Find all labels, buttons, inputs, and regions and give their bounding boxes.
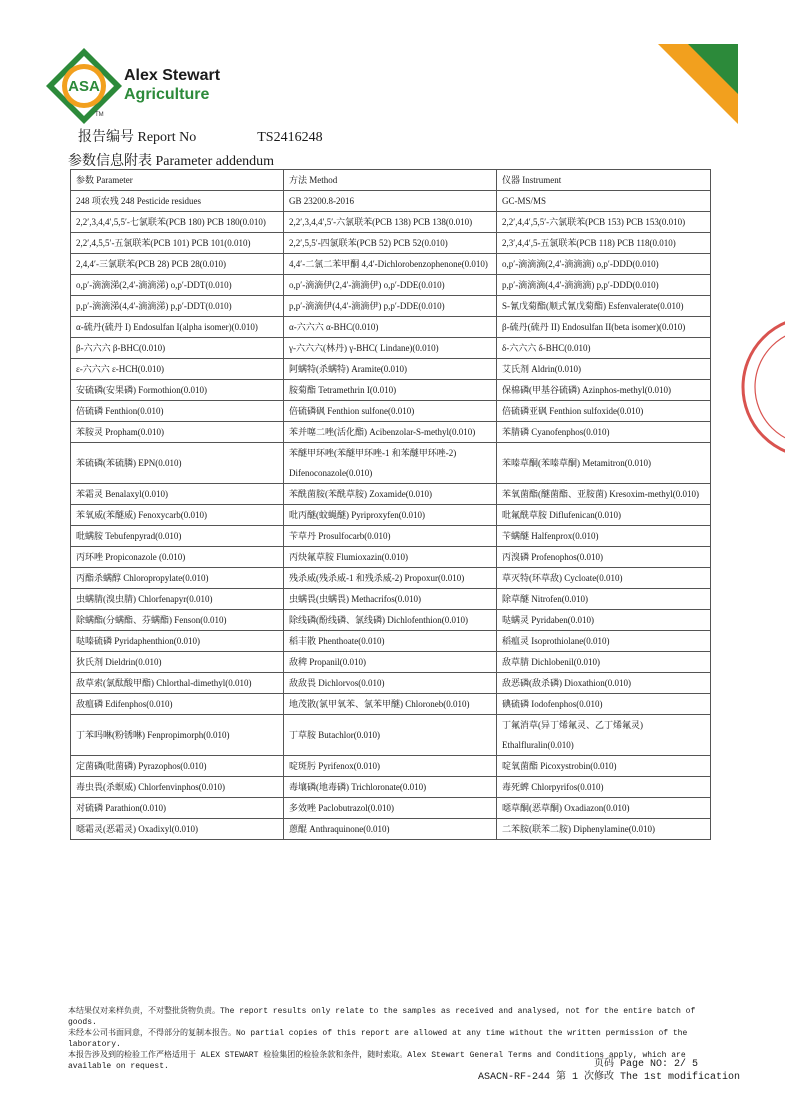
trademark-mark: TM xyxy=(95,112,104,118)
table-cell: 苯霜灵 Benalaxyl(0.010) xyxy=(71,484,284,505)
table-cell: 除螨酯(分螨酯、芬螨酯) Fenson(0.010) xyxy=(71,610,284,631)
table-cell: 苄螨醚 Halfenprox(0.010) xyxy=(497,526,711,547)
table-row xyxy=(71,589,711,610)
table-cell: α-六六六 α-BHC(0.010) xyxy=(284,317,497,338)
table-row xyxy=(71,443,711,484)
table-cell: 地茂散(氯甲氧苯、氯苯甲醚) Chloroneb(0.010) xyxy=(284,694,497,715)
table-cell: 二苯胺(联苯二胺) Diphenylamine(0.010) xyxy=(497,819,711,840)
table-cell: o,p′-滴滴涕(2,4′-滴滴涕) o,p′-DDT(0.010) xyxy=(71,275,284,296)
table-cell: 稻丰散 Phenthoate(0.010) xyxy=(284,631,497,652)
table-row xyxy=(71,317,711,338)
section-title: 参数信息附表 Parameter addendum xyxy=(68,154,275,169)
table-row xyxy=(71,275,711,296)
table-cell: 敌敌畏 Dichlorvos(0.010) xyxy=(284,673,497,694)
brand-name: Alex Stewart xyxy=(124,67,221,84)
report-number-label: 报告编号 Report No xyxy=(78,130,197,145)
table-row xyxy=(71,380,711,401)
table-cell: 丙溴磷 Profenophos(0.010) xyxy=(497,547,711,568)
table-cell: 吡氟酰草胺 Diflufenican(0.010) xyxy=(497,505,711,526)
table-cell: β-硫丹(硫丹 II) Endosulfan II(beta isomer)(0.010) xyxy=(497,317,711,338)
report-number-line xyxy=(78,126,323,146)
table-cell: 苯醚甲环唑(苯醚甲环唑-1 和苯醚甲环唑-2) Difenoconazole(0.010) xyxy=(284,443,497,484)
table-cell: β-六六六 β-BHC(0.010) xyxy=(71,338,284,359)
parameter-table xyxy=(70,169,711,840)
table-cell: 狄氏剂 Dieldrin(0.010) xyxy=(71,652,284,673)
table-cell: 对硫磷 Parathion(0.010) xyxy=(71,798,284,819)
table-cell: 敌恶磷(敌杀磷) Dioxathion(0.010) xyxy=(497,673,711,694)
table-cell: 草灭特(环草敌) Cycloate(0.010) xyxy=(497,568,711,589)
table-cell: S-氰戊菊酯(顺式氰戊菊酯) Esfenvalerate(0.010) xyxy=(497,296,711,317)
table-cell: 丙环唑 Propiconazole (0.010) xyxy=(71,547,284,568)
table-cell: 吡丙醚(蚊蝇醚) Pyriproxyfen(0.010) xyxy=(284,505,497,526)
disclaimer-line: 本结果仅对来样负责，不对整批货物负责。The report results only relate to the samples as received and analysed, not for the entire batch of goods. xyxy=(68,1007,696,1027)
table-cell: 噁草酮(恶草酮) Oxadiazon(0.010) xyxy=(497,798,711,819)
column-header: 方法 Method xyxy=(284,170,497,191)
table-cell: α-硫丹(硫丹 I) Endosulfan I(alpha isomer)(0.010) xyxy=(71,317,284,338)
table-cell: 倍硫磷亚砜 Fenthion sulfoxide(0.010) xyxy=(497,401,711,422)
table-cell: 苯氧菌酯(醚菌酯、亚胺菌) Kresoxim-methyl(0.010) xyxy=(497,484,711,505)
table-cell: 艾氏剂 Aldrin(0.010) xyxy=(497,359,711,380)
table-row xyxy=(71,756,711,777)
table-cell: 稻瘟灵 Isoprothiolane(0.010) xyxy=(497,631,711,652)
table-cell: 虫螨腈(溴虫腈) Chlorfenapyr(0.010) xyxy=(71,589,284,610)
table-cell: 毒死蜱 Chlorpyrifos(0.010) xyxy=(497,777,711,798)
table-row xyxy=(71,401,711,422)
table-cell: 毒虫畏(杀螟威) Chlorfenvinphos(0.010) xyxy=(71,777,284,798)
table-row xyxy=(71,610,711,631)
table-cell: δ-六六六 δ-BHC(0.010) xyxy=(497,338,711,359)
table-cell: 残杀威(残杀威-1 和残杀威-2) Propoxur(0.010) xyxy=(284,568,497,589)
table-cell: o,p′-滴滴滴(2,4′-滴滴滴) o,p′-DDD(0.010) xyxy=(497,254,711,275)
table-cell: 敌瘟磷 Edifenphos(0.010) xyxy=(71,694,284,715)
table-row xyxy=(71,212,711,233)
table-cell: 敌稗 Propanil(0.010) xyxy=(284,652,497,673)
table-cell: 啶氧菌酯 Picoxystrobin(0.010) xyxy=(497,756,711,777)
table-row xyxy=(71,254,711,275)
table-row xyxy=(71,694,711,715)
page-number: 页码 Page NO: 2/ 5 xyxy=(594,1059,699,1070)
table-row xyxy=(71,798,711,819)
table-cell: γ-六六六(林丹) γ-BHC( Lindane)(0.010) xyxy=(284,338,497,359)
table-cell: 哒螨灵 Pyridaben(0.010) xyxy=(497,610,711,631)
table-row xyxy=(71,777,711,798)
table-cell: 蒽醌 Anthraquinone(0.010) xyxy=(284,819,497,840)
red-seal-stamp-icon xyxy=(738,312,785,462)
table-cell: 248 项农残 248 Pesticide residues xyxy=(71,191,284,212)
table-row xyxy=(71,484,711,505)
table-cell: 定菌磷(吡菌磷) Pyrazophos(0.010) xyxy=(71,756,284,777)
column-header: 仪器 Instrument xyxy=(497,170,711,191)
table-row xyxy=(71,359,711,380)
column-header: 参数 Parameter xyxy=(71,170,284,191)
table-cell: 倍硫磷 Fenthion(0.010) xyxy=(71,401,284,422)
table-cell: 胺菊酯 Tetramethrin I(0.010) xyxy=(284,380,497,401)
table-cell: 2,2′,3,4,4′,5′-六氯联苯(PCB 138) PCB 138(0.010) xyxy=(284,212,497,233)
table-cell: 安硫磷(安果磷) Formothion(0.010) xyxy=(71,380,284,401)
table-cell: 2,2′,4,5,5′-五氯联苯(PCB 101) PCB 101(0.010) xyxy=(71,233,284,254)
table-row xyxy=(71,422,711,443)
form-number: ASACN-RF-244 第 1 次修改 The 1st modification xyxy=(478,1072,741,1083)
table-cell: 苯胺灵 Propham(0.010) xyxy=(71,422,284,443)
table-row xyxy=(71,568,711,589)
table-header-row xyxy=(71,170,711,191)
table-cell: 苯硫磷(苯硫膦) EPN(0.010) xyxy=(71,443,284,484)
table-cell: p,p′-滴滴滴(4,4′-滴滴滴) p,p′-DDD(0.010) xyxy=(497,275,711,296)
table-row xyxy=(71,296,711,317)
table-cell: p,p′-滴滴伊(4,4′-滴滴伊) p,p′-DDE(0.010) xyxy=(284,296,497,317)
table-cell: 苯并噻二唑(活化酯) Acibenzolar-S-methyl(0.010) xyxy=(284,422,497,443)
table-cell: GB 23200.8-2016 xyxy=(284,191,497,212)
parameter-table-body xyxy=(71,170,711,840)
table-row xyxy=(71,631,711,652)
table-cell: 倍硫磷砜 Fenthion sulfone(0.010) xyxy=(284,401,497,422)
table-cell: 苯酰菌胺(苯酰草胺) Zoxamide(0.010) xyxy=(284,484,497,505)
table-cell: 哒嗪硫磷 Pyridaphenthion(0.010) xyxy=(71,631,284,652)
table-cell: o,p′-滴滴伊(2,4′-滴滴伊) o,p′-DDE(0.010) xyxy=(284,275,497,296)
table-cell: 4,4′-二氯二苯甲酮 4,4′-Dichlorobenzophenone(0.010) xyxy=(284,254,497,275)
asa-logo xyxy=(44,46,124,126)
table-cell: 2,2′,4,4′,5,5′-六氯联苯(PCB 153) PCB 153(0.010) xyxy=(497,212,711,233)
brand-subtitle: Agriculture xyxy=(124,86,210,103)
table-row xyxy=(71,547,711,568)
disclaimer-line: 未经本公司书面同意，不得部分的复制本报告。No partial copies of this report are allowed at any time without the written permission of the laboratory. xyxy=(68,1029,688,1049)
table-cell: 虫螨畏(虫螨畏) Methacrifos(0.010) xyxy=(284,589,497,610)
table-cell: 毒壤磷(地毒磷) Trichloronate(0.010) xyxy=(284,777,497,798)
report-number-value: TS2416248 xyxy=(257,130,323,145)
table-cell: 苯氧威(苯醚威) Fenoxycarb(0.010) xyxy=(71,505,284,526)
table-cell: 除线磷(酚线磷、氯线磷) Dichlofenthion(0.010) xyxy=(284,610,497,631)
table-cell: 丙酯杀螨醇 Chloropropylate(0.010) xyxy=(71,568,284,589)
table-row xyxy=(71,673,711,694)
table-cell: 啶斑肟 Pyrifenox(0.010) xyxy=(284,756,497,777)
table-cell: 丁氟消草(异丁烯氟灵、乙丁烯氟灵) Ethalfluralin(0.010) xyxy=(497,715,711,756)
table-cell: 丁苯吗啉(粉锈啉) Fenpropimorph(0.010) xyxy=(71,715,284,756)
table-cell: 2,2′,5,5′-四氯联苯(PCB 52) PCB 52(0.010) xyxy=(284,233,497,254)
table-cell: GC-MS/MS xyxy=(497,191,711,212)
table-cell: 苯腈磷 Cyanofenphos(0.010) xyxy=(497,422,711,443)
table-cell: 敌草腈 Dichlobenil(0.010) xyxy=(497,652,711,673)
table-cell: 吡螨胺 Tebufenpyrad(0.010) xyxy=(71,526,284,547)
table-cell: 多效唑 Paclobutrazol(0.010) xyxy=(284,798,497,819)
table-row xyxy=(71,233,711,254)
disclaimer-line: 本报告涉及到的检验工作严格适用于 ALEX STEWART 检验集团的检验条款和条件，随时索取。Alex Stewart General Terms and Conditions apply, which are available on request. xyxy=(68,1051,686,1071)
table-cell: 保棉磷(甲基谷硫磷) Azinphos-methyl(0.010) xyxy=(497,380,711,401)
table-cell: 噁霜灵(恶霜灵) Oxadixyl(0.010) xyxy=(71,819,284,840)
svg-text:ASA: ASA xyxy=(68,78,100,95)
table-cell: p,p′-滴滴涕(4,4′-滴滴涕) p,p′-DDT(0.010) xyxy=(71,296,284,317)
table-row xyxy=(71,819,711,840)
table-row xyxy=(71,715,711,756)
corner-triangle-icon xyxy=(658,44,738,124)
table-row xyxy=(71,526,711,547)
table-cell: 丁草胺 Butachlor(0.010) xyxy=(284,715,497,756)
table-row xyxy=(71,652,711,673)
table-row xyxy=(71,191,711,212)
table-cell: ε-六六六 ε-HCH(0.010) xyxy=(71,359,284,380)
table-cell: 除草醚 Nitrofen(0.010) xyxy=(497,589,711,610)
table-cell: 2,3′,4,4′,5-五氯联苯(PCB 118) PCB 118(0.010) xyxy=(497,233,711,254)
table-cell: 2,2′,3,4,4′,5,5′-七氯联苯(PCB 180) PCB 180(0.010) xyxy=(71,212,284,233)
table-cell: 苯嗪草酮(苯嗪草酮) Metamitron(0.010) xyxy=(497,443,711,484)
table-cell: 阿螨特(杀螨特) Aramite(0.010) xyxy=(284,359,497,380)
table-cell: 碘硫磷 Iodofenphos(0.010) xyxy=(497,694,711,715)
table-row xyxy=(71,505,711,526)
table-cell: 丙炔氟草胺 Flumioxazin(0.010) xyxy=(284,547,497,568)
table-cell: 2,4,4′-三氯联苯(PCB 28) PCB 28(0.010) xyxy=(71,254,284,275)
table-cell: 敌草索(氯酞酸甲酯) Chlorthal-dimethyl(0.010) xyxy=(71,673,284,694)
table-row xyxy=(71,338,711,359)
table-cell: 苄草丹 Prosulfocarb(0.010) xyxy=(284,526,497,547)
